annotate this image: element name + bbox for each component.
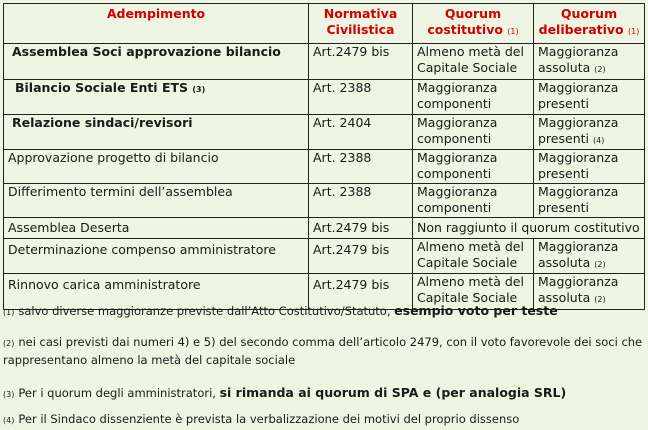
footnote-mark: (1) xyxy=(628,27,640,36)
header-row xyxy=(4,4,645,44)
row-quorum-costitutivo: Maggioranza componenti xyxy=(413,150,534,184)
row-quorum-deliberativo: Maggioranza assoluta (2) xyxy=(534,239,645,274)
quorum-table xyxy=(3,3,645,310)
footnote-2 xyxy=(3,334,644,369)
footnote-3 xyxy=(3,384,644,403)
row-quorum-deliberativo: Maggioranza presenti xyxy=(534,150,645,184)
table-row xyxy=(4,184,645,218)
row-adempimento: Differimento termini dell’assemblea xyxy=(4,184,309,218)
row-quorum-costitutivo: Maggioranza componenti xyxy=(413,184,534,218)
header-quorum-deliberativo: Quorum deliberativo (1) xyxy=(534,4,645,44)
row-articolo: Art. 2404 xyxy=(309,115,413,150)
row-articolo: Art.2479 bis xyxy=(309,239,413,274)
table-row xyxy=(4,218,645,239)
table-row xyxy=(4,115,645,150)
row-adempimento: Assemblea Deserta xyxy=(4,218,309,239)
row-articolo: Art.2479 bis xyxy=(309,274,413,310)
footnote-mark: (1) xyxy=(507,27,519,36)
row-quorum-deliberativo: Maggioranza presenti (4) xyxy=(534,115,645,150)
table-row xyxy=(4,239,645,274)
footnote-1 xyxy=(3,302,644,321)
row-quorum-costitutivo: Maggioranza componenti xyxy=(413,115,534,150)
footnote-emphasis: esempio voto per teste xyxy=(394,303,558,318)
footnote-mark: (2) xyxy=(3,339,15,348)
footnote-4 xyxy=(3,411,644,429)
row-adempimento: Bilancio Sociale Enti ETS (3) xyxy=(4,80,309,115)
row-articolo: Art. 2388 xyxy=(309,80,413,115)
row-adempimento: Determinazione compenso amministratore xyxy=(4,239,309,274)
row-articolo: Art.2479 bis xyxy=(309,218,413,239)
table-row xyxy=(4,150,645,184)
header-quorum-costitutivo: Quorum costitutivo (1) xyxy=(413,4,534,44)
footnote-emphasis: si rimanda ai quorum di SPA e (per analogia SRL) xyxy=(219,385,567,400)
row-adempimento: Assemblea Soci approvazione bilancio xyxy=(4,44,309,80)
footnote-text: Per i quorum degli amministratori, xyxy=(18,386,216,400)
row-articolo: Art. 2388 xyxy=(309,184,413,218)
footnote-text: salvo diverse maggioranze previste dall’Atto Costitutivo/Statuto, xyxy=(18,304,391,318)
footnote-mark: (1) xyxy=(3,308,15,317)
table-row xyxy=(4,80,645,115)
header-normativa: Normativa Civilistica xyxy=(309,4,413,44)
row-articolo: Art.2479 bis xyxy=(309,44,413,80)
row-quorum-deliberativo: Maggioranza presenti xyxy=(534,184,645,218)
row-quorum-deliberativo: Maggioranza assoluta (2) xyxy=(534,44,645,80)
row-adempimento: Approvazione progetto di bilancio xyxy=(4,150,309,184)
footnote-mark: (4) xyxy=(3,416,15,425)
row-quorum-costitutivo: Almeno metà del Capitale Sociale xyxy=(413,239,534,274)
row-quorum-costitutivo: Maggioranza componenti xyxy=(413,80,534,115)
footnote-text: Per il Sindaco dissenziente è prevista la verbalizzazione dei motivi del proprio dissenso xyxy=(18,412,520,426)
row-quorum-costitutivo: Almeno metà del Capitale Sociale xyxy=(413,44,534,80)
footnote-text: nei casi previsti dai numeri 4) e 5) del secondo comma dell’articolo 2479, con il voto favorevole dei soci che rappresentano almeno la metà del capitale sociale xyxy=(3,335,643,367)
row-adempimento: Rinnovo carica amministratore xyxy=(4,274,309,310)
row-quorum-deliberativo: Maggioranza presenti xyxy=(534,80,645,115)
row-quorum-costitutivo: Almeno metà del Capitale Sociale xyxy=(413,274,534,310)
row-adempimento: Relazione sindaci/revisori xyxy=(4,115,309,150)
header-adempimento: Adempimento xyxy=(4,4,309,44)
row-quorum-deliberativo: Maggioranza assoluta (2) xyxy=(534,274,645,310)
row-articolo: Art. 2388 xyxy=(309,150,413,184)
footnote-mark: (3) xyxy=(3,390,15,399)
footnote-mark: (3) xyxy=(192,85,206,94)
table-row xyxy=(4,44,645,80)
row-quorum-spanned: Non raggiunto il quorum costitutivo xyxy=(413,218,645,239)
